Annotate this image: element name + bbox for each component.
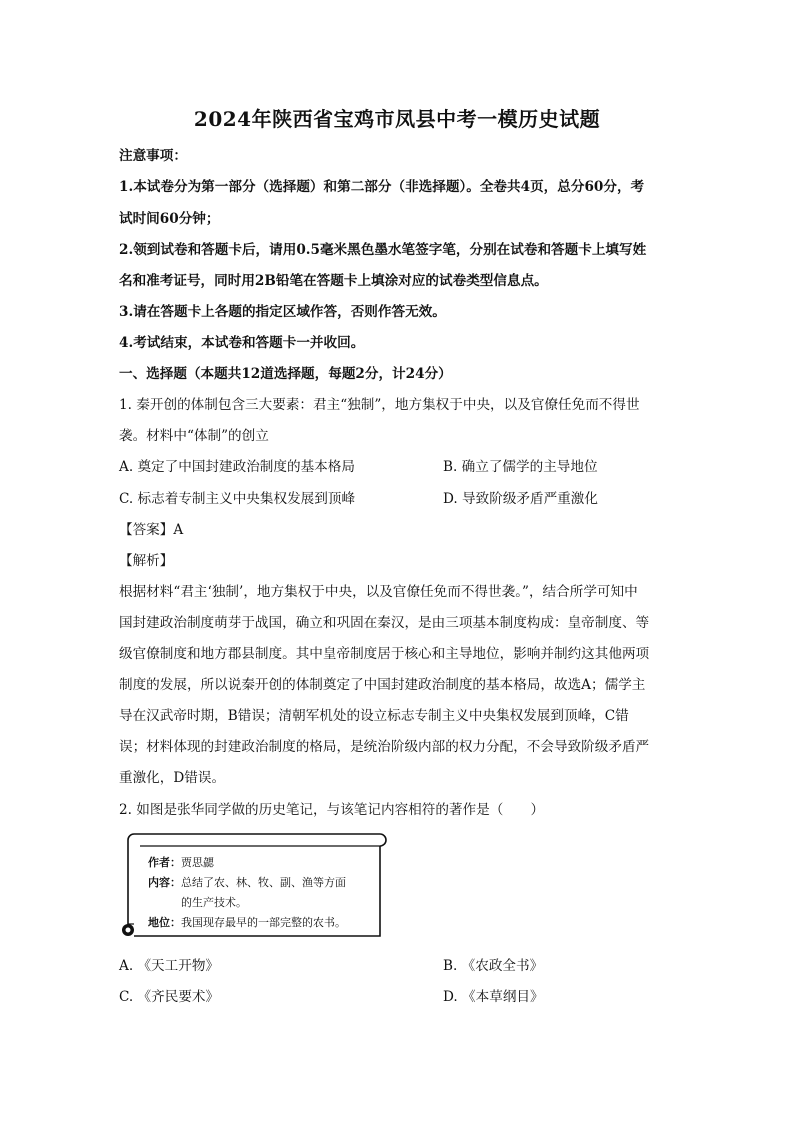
q1-stem-line2: 袭。材料中“体制”的创立 [119,428,269,444]
q1-stem-line1: 1. 秦开创的体制包含三大要素：君主“独制”，地方集权于中央，以及官僚任免而不得世 [119,397,640,413]
notice-heading: 注意事项： [119,148,187,164]
note-status-value: 我国现存最早的一部完整的农书。 [181,916,346,929]
section-heading: 一、选择题（本题共12道选择题，每题2分，计24分） [119,366,452,382]
note-content-row [148,876,346,890]
page-title: 2024年陕西省宝鸡市凤县中考一模历史试题 [193,107,601,131]
note-status-key: 地位： [148,916,181,929]
notice-item-4: 4.考试结束，本试卷和答题卡一并收回。 [119,335,365,351]
note-content-row-2 [181,896,247,910]
q1-analysis-line: 级官僚制度和地方郡县制度。其中皇帝制度居于核心和主导地位，影响并制约这其他两项 [119,646,650,662]
q1-analysis-line: 误；材料体现的封建政治制度的格局，是统治阶级内部的权力分配，不会导致阶级矛盾严 [119,739,650,755]
q1-option-c: C. 标志着专制主义中央集权发展到顶峰 [119,491,356,507]
notice-item-3: 3.请在答题卡上各题的指定区域作答，否则作答无效。 [119,304,446,320]
note-content-value-2: 的生产技术。 [181,896,247,909]
note-content-value: 总结了农、林、牧、副、渔等方面 [181,876,346,889]
q2-stem: 2. 如图是张华同学做的历史笔记，与该笔记内容相符的著作是（ ） [119,802,545,818]
q2-option-a: A. 《天工开物》 [119,958,220,974]
q1-analysis-line: 根据材料“君主‘独制’，地方集权于中央，以及官僚任免而不得世袭。”，结合所学可知中 [119,584,638,600]
notice-item-1a: 1.本试卷分为第一部分（选择题）和第二部分（非选择题）。全卷共4页，总分60分，考 [119,179,645,195]
notice-item-2b: 名和准考证号，同时用2B铅笔在答题卡上填涂对应的试卷类型信息点。 [119,273,548,289]
q1-answer: 【答案】A [119,522,184,538]
q1-analysis-line: 国封建政治制度萌芽于战国，确立和巩固在秦汉，是由三项基本制度构成：皇帝制度、等 [119,615,650,631]
note-author-key: 作者： [148,856,181,869]
note-author-row [148,856,214,870]
q2-option-d: D. 《本草纲目》 [443,989,544,1005]
q1-option-a: A. 奠定了中国封建政治制度的基本格局 [119,459,355,475]
note-author-value: 贾思勰 [181,856,214,869]
notice-item-2a: 2.领到试卷和答题卡后，请用0.5毫米黑色墨水笔签字笔，分别在试卷和答题卡上填写姓 [119,242,647,258]
q1-analysis-line: 导在汉武帝时期，B错误；清朝军机处的设立标志专制主义中央集权发展到顶峰，C错 [119,708,629,724]
note-status-row [148,916,346,930]
q1-analysis-heading: 【解析】 [119,553,174,569]
q1-option-b: B. 确立了儒学的主导地位 [443,459,598,475]
q2-option-b: B. 《农政全书》 [443,958,544,974]
q1-option-d: D. 导致阶级矛盾严重激化 [443,491,598,507]
q2-option-c: C. 《齐民要术》 [119,989,220,1005]
q1-analysis-line: 制度的发展，所以说秦开创的体制奠定了中国封建政治制度的基本格局，故选A；儒学主 [119,677,646,693]
q1-analysis-line: 重激化，D错误。 [119,770,226,786]
note-content-key: 内容： [148,876,181,889]
history-note-figure [118,828,390,940]
notice-item-1b: 试时间60分钟； [119,211,220,227]
